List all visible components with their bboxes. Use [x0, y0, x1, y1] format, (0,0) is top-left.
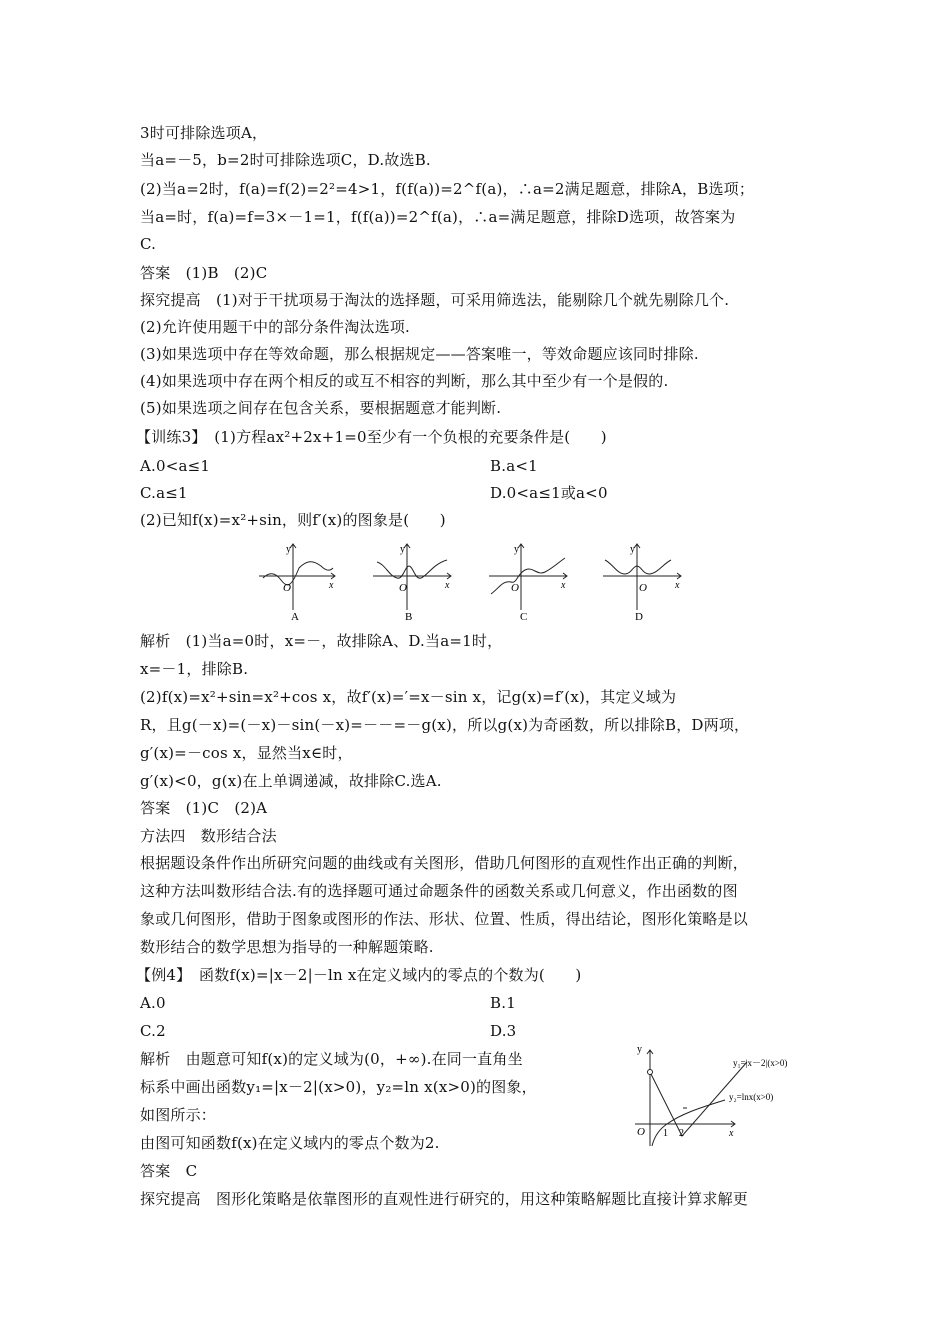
- axis-x-label: x: [561, 580, 566, 591]
- origin-label: O: [399, 582, 407, 594]
- text-line: g′(x)<0，g(x)在上单调递减，故排除C.选A.: [140, 772, 442, 790]
- open-point: [648, 1070, 653, 1075]
- answer-line: 答案 (1)C (2)A: [140, 799, 268, 817]
- text-line: 这种方法叫数形结合法.有的选择题可通过命题条件的函数关系或几何意义，作出函数的图: [140, 882, 738, 900]
- section-heading: 方法四 数形结合法: [140, 827, 277, 845]
- origin-label: O: [639, 582, 647, 594]
- option-b: B.1: [490, 994, 516, 1012]
- axis-x-label: x: [729, 1128, 734, 1139]
- origin-label: O: [283, 582, 291, 594]
- text-line: (2)允许使用题干中的部分条件淘汰选项.: [140, 318, 411, 336]
- text-line: 解析 (1)当a=0时，x=－，故排除A、D.当a=1时，: [140, 632, 503, 650]
- axis-y-label: y: [637, 1044, 642, 1055]
- option-c: C.2: [140, 1022, 166, 1040]
- answer-line: 答案 (1)B (2)C: [140, 264, 268, 282]
- axis-y-label: y: [514, 544, 519, 555]
- option-d: D.3: [490, 1022, 517, 1040]
- text-line: x=－1，排除B.: [140, 660, 249, 678]
- axis-x-label: x: [445, 580, 450, 591]
- text-line: (5)如果选项之间存在包含关系，要根据题意才能判断.: [140, 399, 502, 417]
- axis-x-label: x: [675, 580, 680, 591]
- options-figure: [255, 536, 695, 626]
- text-line: 象或几何图形，借助于图象或图形的作法、形状、位置、性质，得出结论，图形化策略是以: [140, 910, 749, 928]
- origin-label: O: [637, 1126, 645, 1138]
- example-heading: 【例4】 函数f(x)=|x－2|－ln x在定义域内的零点的个数为( ): [136, 966, 582, 984]
- graph-a: [259, 544, 335, 610]
- axis-y-label: y: [400, 544, 405, 555]
- text-line: C.: [140, 235, 157, 253]
- text-line: (3)如果选项中存在等效命题，那么根据规定——答案唯一，等效命题应该同时排除.: [140, 345, 699, 363]
- option-a: A.0<a≤1: [140, 457, 211, 475]
- axis-x-label: x: [329, 580, 334, 591]
- text-line: 探究提高 (1)对于干扰项易于淘汰的选择题，可采用筛选法，能剔除几个就先剔除几个.: [140, 291, 730, 309]
- exercise-heading: 【训练3】 (1)方程ax²+2x+1=0至少有一个负根的充要条件是( ): [136, 428, 607, 446]
- text-line: (2)已知f(x)=x²+sin，则f′(x)的图象是( ): [140, 511, 446, 529]
- answer-line: 答案 C: [140, 1162, 198, 1180]
- text-line: 探究提高 图形化策略是依靠图形的直观性进行研究的，用这种策略解题比直接计算求解更: [140, 1190, 749, 1208]
- text-line: (2)当a=2时，f(a)=f(2)=2²=4>1，f(f(a))=2^f(a)，∴a=2满足题意，排除A，B选项；: [140, 180, 755, 198]
- text-line: g′(x)=－cos x，显然当x∈时，: [140, 744, 353, 762]
- text-line: 由图可知函数f(x)在定义域内的零点个数为2.: [140, 1134, 440, 1152]
- tick-label-2: 2: [679, 1128, 684, 1139]
- graph-label-a: A: [291, 611, 299, 623]
- text-line: 根据题设条件作出所研究问题的曲线或有关图形，借助几何图形的直观性作出正确的判断，: [140, 854, 749, 872]
- curve-y2-label: y₂=lnx(x>0): [729, 1092, 774, 1102]
- option-d: D.0<a≤1或a<0: [490, 484, 608, 502]
- graph-label-c: C: [520, 611, 528, 623]
- curve-y2: [652, 1100, 725, 1146]
- text-line: 当a=－5，b=2时可排除选项C，D.故选B.: [140, 151, 431, 169]
- text-line: 数形结合的数学思想为指导的一种解题策略.: [140, 938, 434, 956]
- text-line: 解析 由题意可知f(x)的定义域为(0，+∞).在同一直角坐: [140, 1050, 523, 1068]
- graph-b: [373, 544, 451, 610]
- curve-y1-label: y₁=|x－2|(x>0): [733, 1058, 788, 1068]
- option-c: C.a≤1: [140, 484, 188, 502]
- graph-label-b: B: [405, 611, 413, 623]
- text-line: 3时可排除选项A，: [140, 124, 268, 142]
- text-line: (2)f(x)=x²+sin=x²+cos x，故f′(x)=′=x－sin x，记g(x)=f′(x)，其定义域为: [140, 688, 677, 706]
- axis-y-label: y: [286, 544, 291, 555]
- axis-y-label: y: [630, 544, 635, 555]
- origin-label: O: [511, 582, 519, 594]
- graph-d: [603, 544, 681, 610]
- text-line: 当a=时，f(a)=f=3×－1=1，f(f(a))=2^f(a)，∴a=满足题意，排除D选项，故答案为: [140, 208, 736, 226]
- tick-label-1: 1: [663, 1128, 668, 1139]
- graph-label-d: D: [635, 611, 643, 623]
- text-line: 标系中画出函数y₁=|x－2|(x>0)，y₂=ln x(x>0)的图象，: [140, 1078, 537, 1096]
- text-line: R，且g(－x)=(－x)－sin(－x)=－－=－g(x)，所以g(x)为奇函数，所以排除B，D两项，: [140, 716, 750, 734]
- example-figure: [625, 1042, 825, 1152]
- option-a: A.0: [140, 994, 166, 1012]
- text-line: (4)如果选项中存在两个相反的或互不相容的判断，那么其中至少有一个是假的.: [140, 372, 669, 390]
- option-b: B.a<1: [490, 457, 538, 475]
- graph-c: [489, 544, 567, 610]
- text-line: 如图所示：: [140, 1106, 217, 1124]
